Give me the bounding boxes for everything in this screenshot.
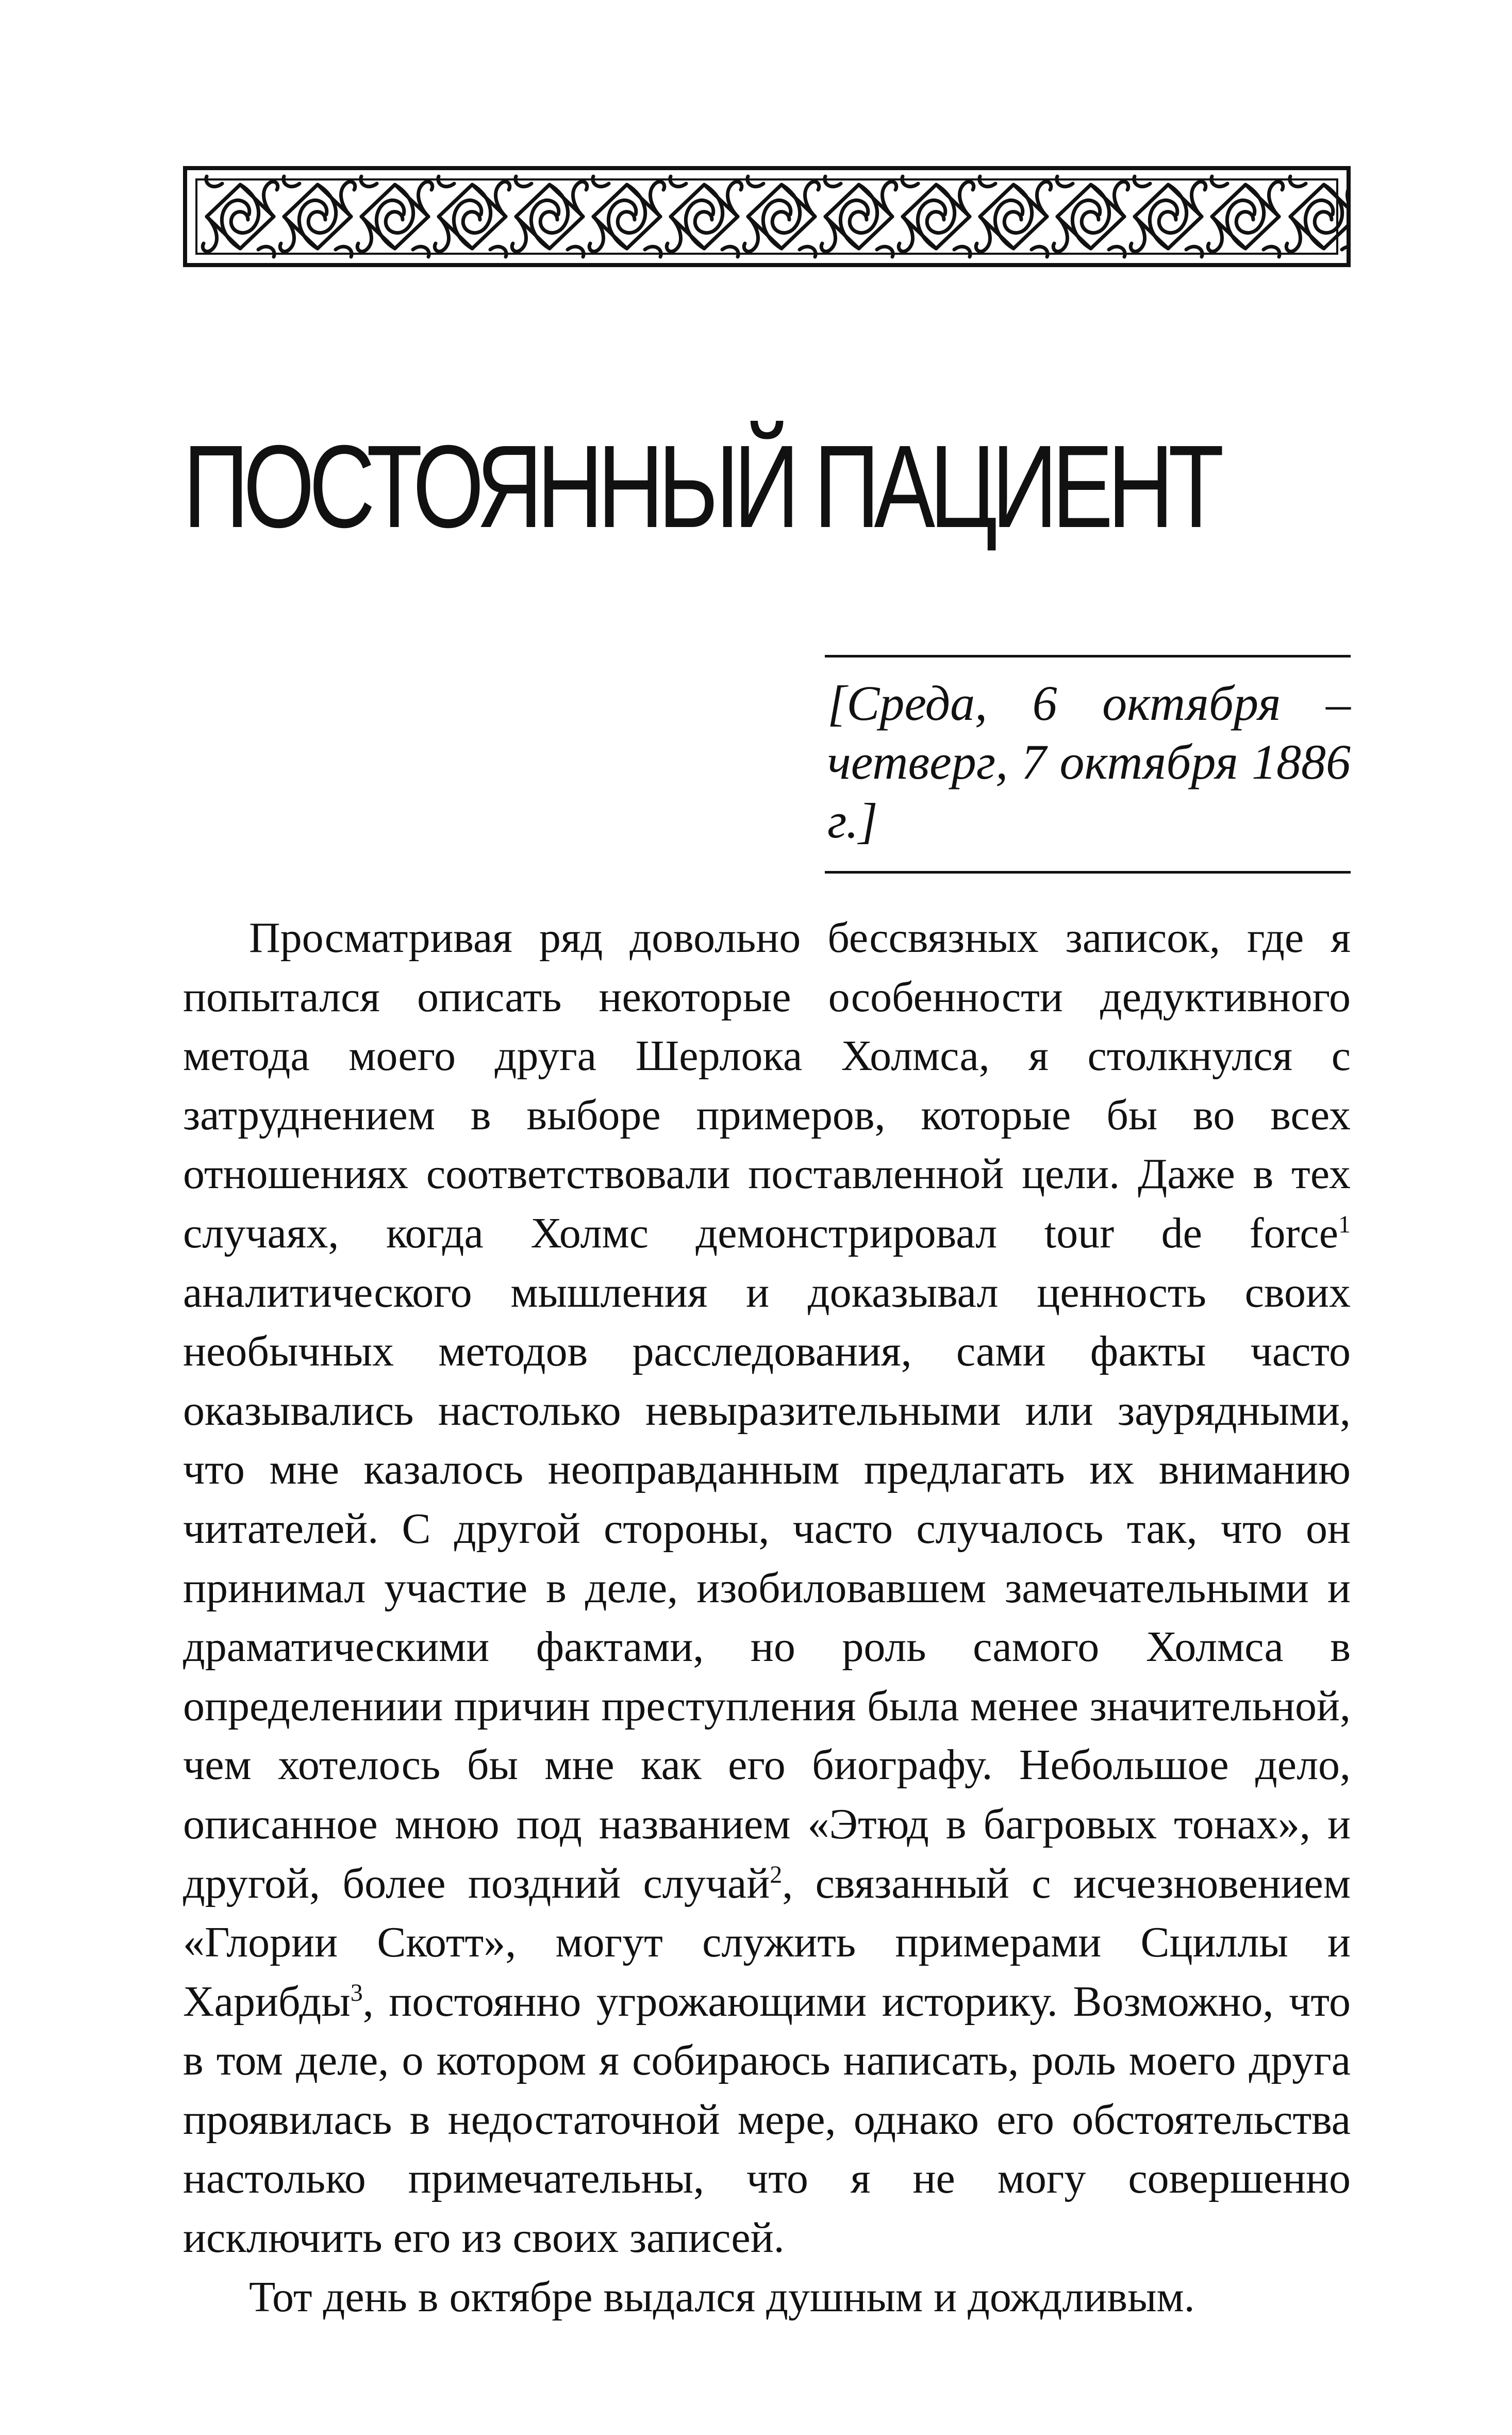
paragraph-text: , связанный с исчезновением «Глории Скотт», могут служить примерами Сциллы и Харибды bbox=[183, 1859, 1351, 2026]
paragraph: Тот день в октябре выдался душным и дождливым. bbox=[249, 2273, 1195, 2321]
footnote-marker: 3 bbox=[350, 1979, 363, 2006]
footnote-marker: 1 bbox=[1338, 1210, 1351, 1238]
dateline-bottom-rule bbox=[825, 871, 1351, 874]
footnote-marker: 2 bbox=[770, 1861, 783, 1888]
chapter-dateline bbox=[825, 655, 1351, 874]
paragraph-text: , постоянно угрожающими историку. Возможно, что в том деле, о котором я собираюсь написать, роль моего друга проявилась в недостаточной мере, однако его обстоятельства настолько примечательны, что я не могу совершенно исключить его из своих записей. bbox=[183, 1977, 1351, 2262]
ornamental-header-border bbox=[183, 165, 1351, 268]
dateline-text: [Среда, 6 октября – четверг, 7 октября 1886 г.] bbox=[827, 676, 1351, 848]
paragraph bbox=[183, 909, 1351, 2268]
chapter-body bbox=[183, 909, 1351, 2327]
paragraph-text: Просматривая ряд довольно бессвязных записок, где я попытался описать некоторые особенности дедуктивного метода моего друга Шерлока Холмса, я столкнулся с затруднением в выборе примеров, которые бы во всех отношениях соответствовали поставленной цели. Даже в тех случаях, когда Холмс демонстрировал tour de force bbox=[183, 914, 1351, 1257]
chapter-title: ПОСТОЯННЫЙ ПАЦИЕНТ bbox=[183, 421, 1219, 552]
paragraph-text: аналитического мышления и доказывал ценность своих необычных методов расследования, сами факты часто оказывались настолько невыразительными или заурядными, что мне казалось неоправданным предлагать их вниманию читателей. С другой стороны, часто случалось так, что он принимал участие в деле, изобиловавшем замечательными и драматическими фактами, но роль самого Холмса в определениии причин преступления была менее значительной, чем хотелось бы мне как его биографу. Небольшое дело, описанное мною под названием «Этюд в багровых тонах», и другой, более поздний случай bbox=[183, 1268, 1351, 1907]
